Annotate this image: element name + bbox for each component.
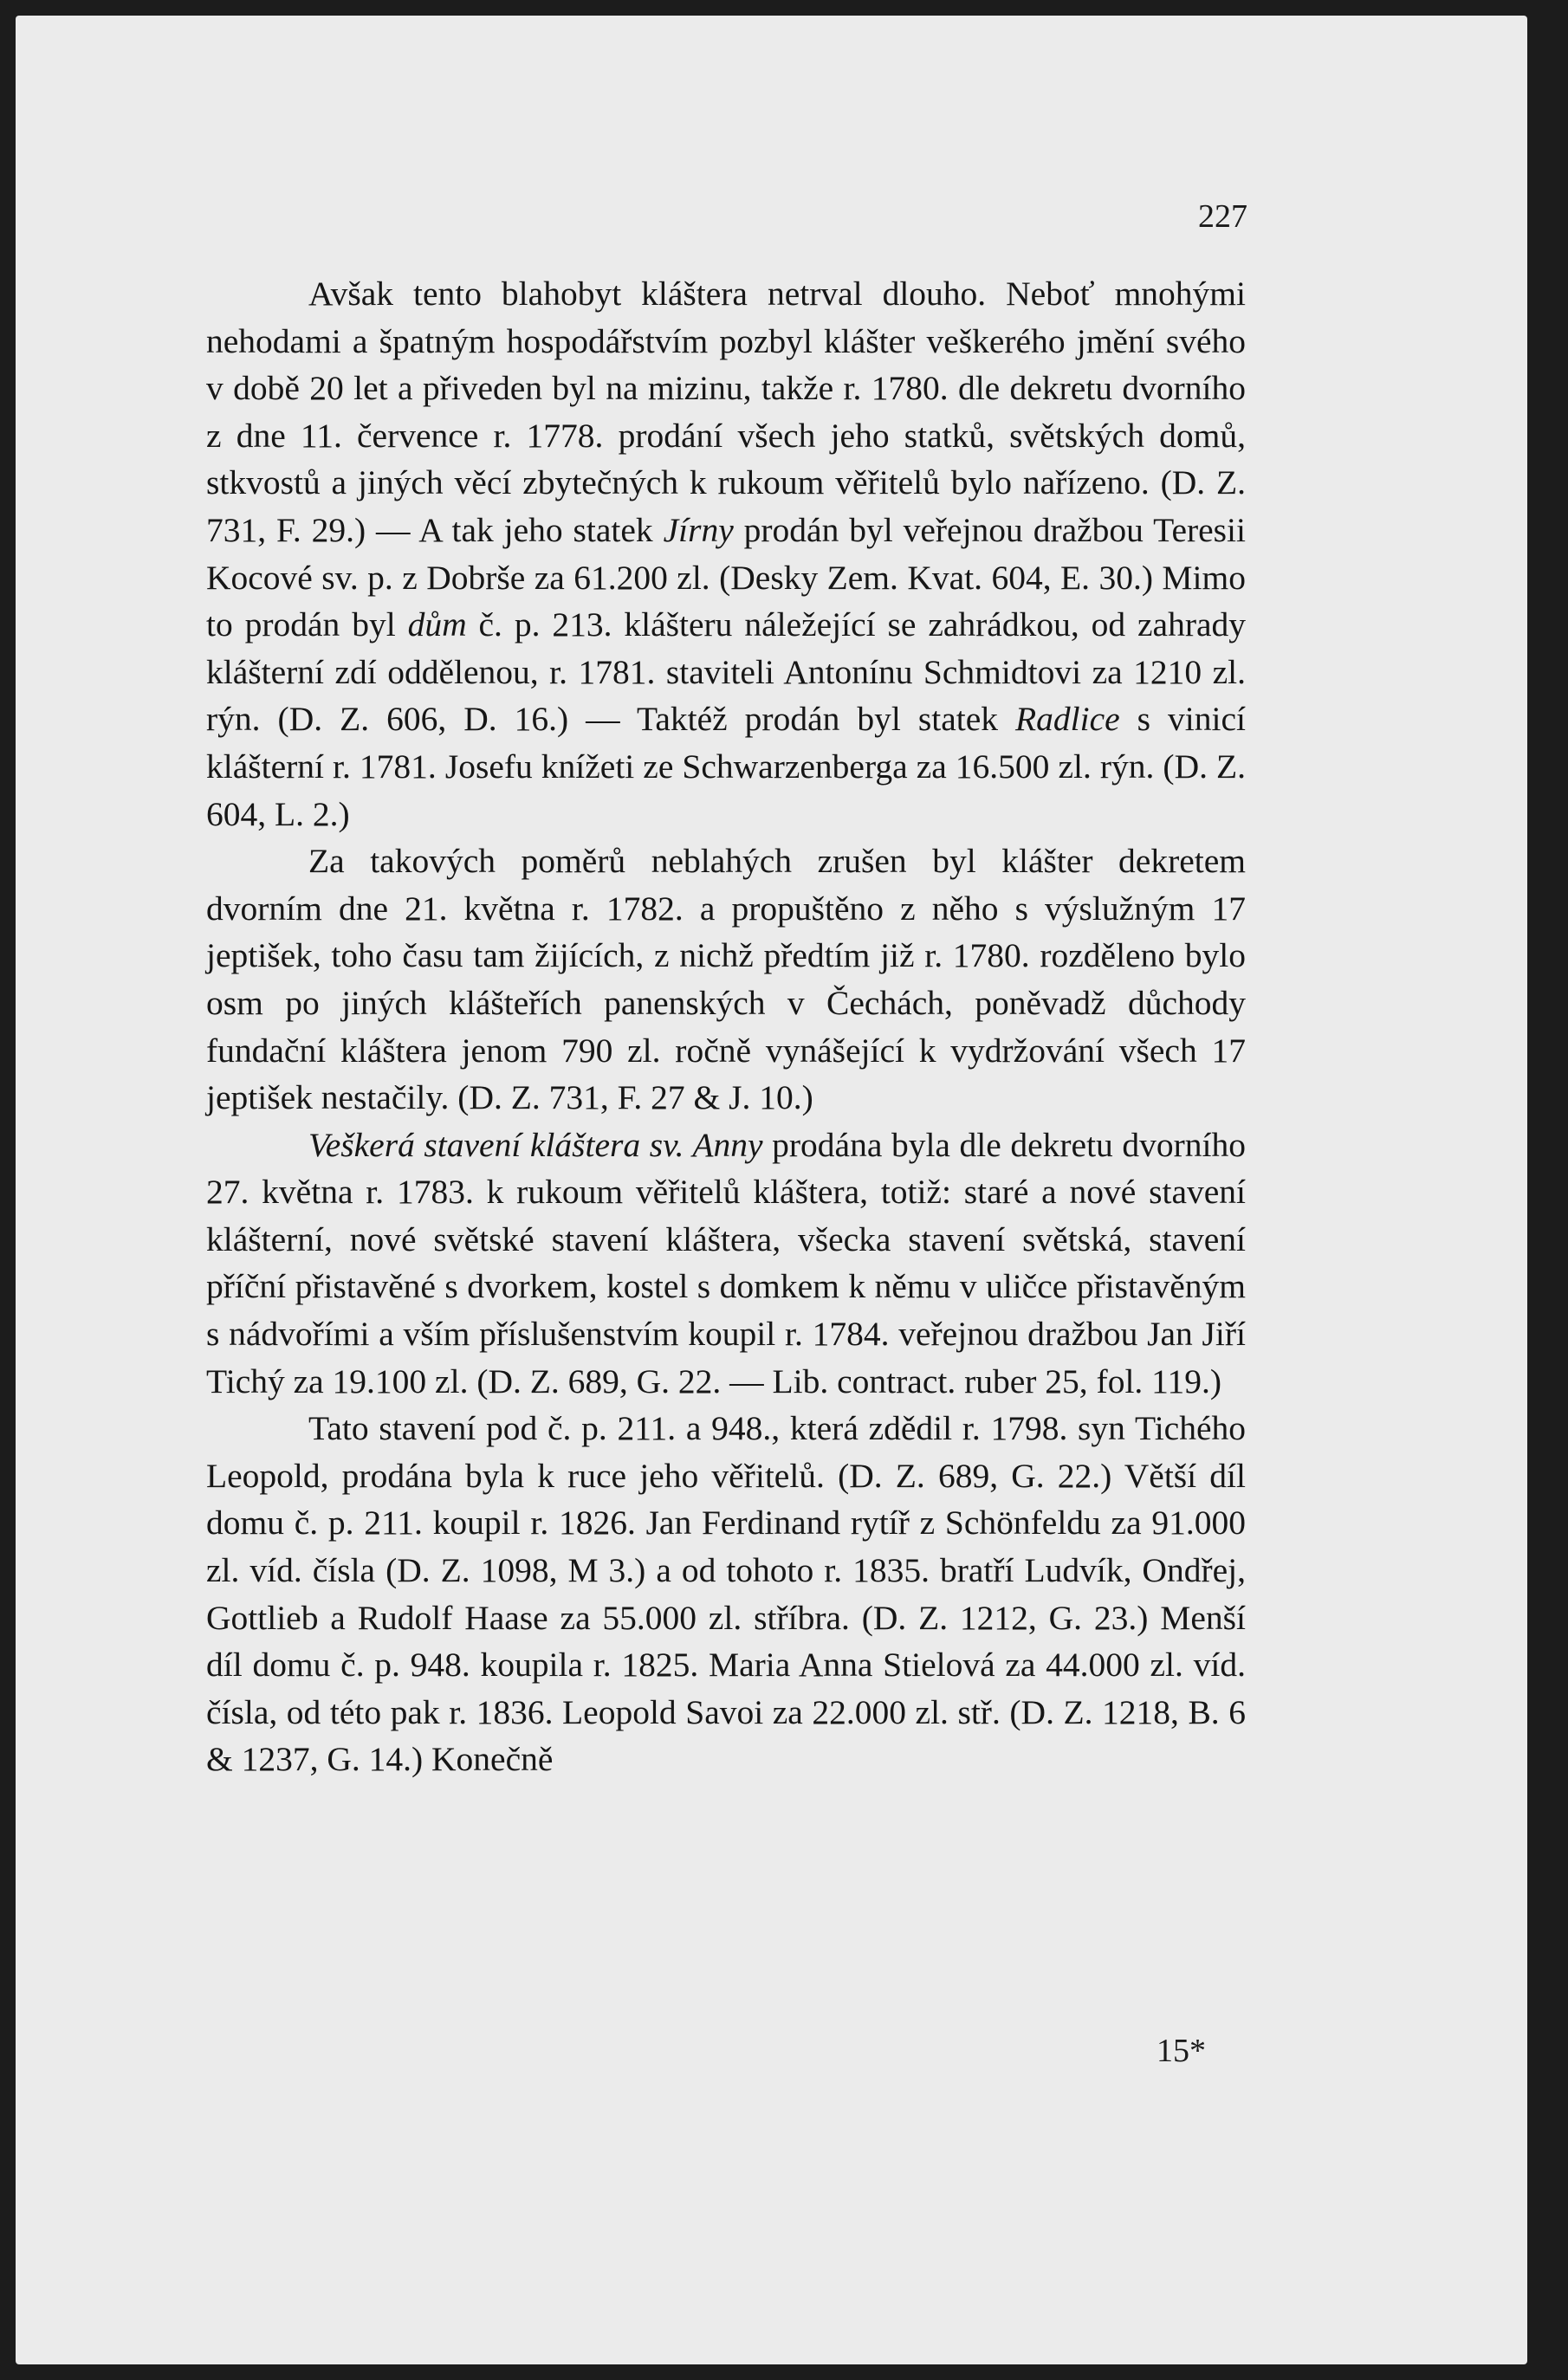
text-run: Tato stavení pod č. p. 211. a 948., která zdědil r. 1798. syn Tichého Leopold, prodána byla k ruce jeho věřitelů. (D. Z. 689, G. 22.) Větší díl domu č. p. 211. koupil r. 1826. Jan Ferdinand rytíř z Schönfeldu za 91.000 zl. víd. čísla (D. Z. 1098, M 3.) a od tohoto r. 1835. bratří Ludvík, Ondřej, Gottlieb a Rudolf Haase za 55.000 zl. stříbra. (D. Z. 1212, G. 23.) Menší díl domu č. p. 948. koupila r. 1825. Maria Anna Stielová za 44.000 zl. víd. čísla, od této pak r. 1836. Leopold Savoi za 22.000 zl. stř. (D. Z. 1218, B. 6 & 1237, G. 14.) Konečně [206,1409,1246,1779]
text-run: s vinicí klášterní r. 1781. Josefu knížeti ze Schwarzenberga za 16.500 zl. rýn. (D. Z. 604, L. 2.) [206,700,1246,833]
italic-text: Jírny [663,510,734,549]
italic-text: dům [407,605,467,644]
paragraph [206,838,1246,1122]
paragraph [206,1405,1246,1783]
text-run: Za takových poměrů neblahých zrušen byl klášter dekretem dvorním dne 21. května r. 1782. a propuštěno z něho s výslužným 17 jeptišek, toho času tam žijících, z nichž předtím již r. 1780. rozděleno bylo osm po jiných klášteřích panenských v Čechách, poněvadž důchody fundační kláštera jenom 790 zl. ročně vynášející k vydržování všech 17 jeptišek nestačily. (D. Z. 731, F. 27 & J. 10.) [206,842,1246,1117]
page-number: 227 [1198,198,1247,235]
italic-text: Radlice [1015,700,1120,739]
signature-mark: 15* [1157,2033,1206,2069]
paragraph [206,1122,1246,1406]
text-run: prodána byla dle dekretu dvorního 27. května r. 1783. k rukoum věřitelů kláštera, totiž: staré a nové stavení klášterní, nové světské stavení kláštera, všecka stavení světská, stavení příční přistavěné s dvorkem, kostel s domkem k němu v uličce přistavěným s nádvořími a vším příslušenstvím koupil r. 1784. veřejnou dražbou Jan Jiří Tichý za 19.100 zl. (D. Z. 689, G. 22. — Lib. contract. ruber 25, fol. 119.) [206,1125,1246,1400]
body-text [206,270,1246,1783]
text-run: prodán byl veřejnou dražbou Teresii Kocové sv. p. z Dobrše za 61.200 zl. (Desky Zem. Kvat. 604, E. 30.) Mimo to prodán byl [206,510,1246,644]
paragraph [206,270,1246,838]
text-run: č. p. 213. klášteru náležející se zahrádkou, od zahrady klášterní zdí oddělenou, r. 1781. staviteli Antonínu Schmidtovi za 1210 zl. rýn. (D. Z. 606, D. 16.) — Taktéž prodán byl statek [206,605,1247,739]
italic-text: Veškerá stavení kláštera sv. Anny [308,1125,763,1164]
text-run: Avšak tento blahobyt kláštera netrval dlouho. Neboť mnohými nehodami a špatným hospodářstvím pozbyl klášter veškerého jmění svého v době 20 let a přiveden byl na mizinu, takže r. 1780. dle dekretu dvorního z dne 11. července r. 1778. prodání všech jeho statků, světských domů, stkvostů a jiných věcí zbytečných k rukoum věřitelů bylo nařízeno. (D. Z. 731, F. 29.) — A tak jeho statek [206,275,1246,549]
